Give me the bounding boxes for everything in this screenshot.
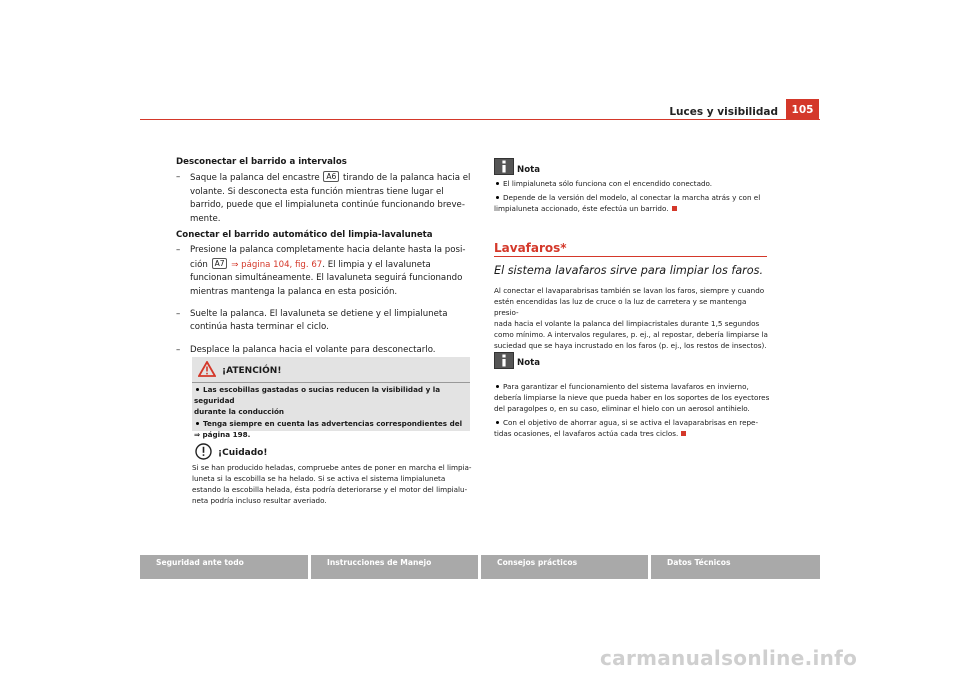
- body-text: estén encendidas las luz de cruce o la luz de carretera y se mantenga presio-: [494, 297, 747, 318]
- note-bullet-2: [494, 417, 770, 428]
- note-bullet-1: [494, 381, 770, 392]
- lavafaros-body: [494, 285, 770, 352]
- bullet-icon: [496, 196, 499, 199]
- note-text: tidas ocasiones, el lavafaros actúa cada tres ciclos.: [494, 429, 679, 439]
- caution-exclamation-icon: [195, 443, 212, 460]
- note-text: Depende de la versión del modelo, al conectar la marcha atrás y con el: [503, 193, 761, 203]
- page-number: 105: [786, 99, 819, 119]
- warning-body: [194, 384, 466, 440]
- note-1-body: [494, 178, 770, 214]
- note-text: del paragolpes o, en su caso, eliminar el hielo con un aerosol antihielo.: [494, 404, 750, 414]
- caution-body: [192, 462, 474, 506]
- bullet-icon: [196, 388, 199, 391]
- step-text: continúa hasta terminar el ciclo.: [190, 322, 329, 333]
- section-rule: [494, 256, 767, 257]
- warning-text: durante la conducción: [194, 407, 285, 417]
- step-text: barrido, puede que el limpialuneta continúe funcionando breve-: [190, 200, 465, 211]
- running-header-title: Luces y visibilidad: [669, 106, 778, 118]
- note-text-line: [494, 428, 770, 439]
- section-title-auto: Conectar el barrido automático del limpia-lavaluneta: [176, 230, 433, 241]
- step-text: Presione la palanca completamente hacia delante hasta la posi-: [190, 245, 466, 256]
- footer-tab-datos[interactable]: Datos Técnicos: [651, 555, 820, 579]
- ref-badge-a6: A6: [323, 171, 339, 182]
- step-dash: –: [176, 309, 181, 320]
- note-title: Nota: [517, 358, 541, 368]
- warning-text: Tenga siempre en cuenta las advertencias correspondientes del: [203, 418, 463, 428]
- step-auto-3: [176, 344, 476, 357]
- footer-tab-seguridad[interactable]: Seguridad ante todo: [140, 555, 308, 579]
- step-text: Saque la palanca del encastre: [190, 173, 320, 184]
- caution-text: Si se han producido heladas, compruebe antes de poner en marcha el limpia-: [192, 463, 472, 472]
- section-title-intervals: Desconectar el barrido a intervalos: [176, 157, 347, 167]
- note-text: Con el objetivo de ahorrar agua, si se activa el lavaparabrisas en repe-: [503, 418, 759, 428]
- note-info-icon: [494, 158, 514, 175]
- section-heading-lavafaros: Lavafaros*: [494, 241, 567, 255]
- bullet-icon: [196, 422, 199, 425]
- note-info-icon: [494, 352, 514, 369]
- ref-badge-a7: A7: [212, 258, 228, 269]
- step-intervals: [176, 171, 476, 226]
- step-dash: –: [176, 344, 181, 355]
- footer-tab-instrucciones[interactable]: Instrucciones de Manejo: [311, 555, 478, 579]
- bullet-icon: [496, 421, 499, 424]
- page-reference-link[interactable]: ⇒ página 104, fig. 67: [231, 259, 323, 270]
- body-text: Al conectar el lavaparabrisas también se lavan los faros, siempre y cuando: [494, 286, 765, 295]
- caution-text: estando la escobilla helada, ésta podría deteriorarse y el motor del limpialu-: [192, 485, 468, 495]
- caution-text: neta podría incluso resultar averiado.: [192, 496, 327, 506]
- step-text: . El limpia y el lavaluneta: [322, 259, 431, 270]
- note-text: El limpialuneta sólo funciona con el encendido conectado.: [503, 179, 713, 188]
- step-dash: –: [176, 172, 181, 183]
- step-text: mente.: [190, 213, 221, 224]
- warning-page-ref[interactable]: ⇒ página 198.: [194, 429, 251, 439]
- note-text-line: [494, 203, 770, 214]
- step-text: Desplace la palanca hacia el volante para desconectarlo.: [190, 344, 436, 355]
- note-2-body: [494, 381, 770, 439]
- note-text: limpialuneta accionado, éste efectúa un barrido.: [494, 204, 669, 214]
- bullet-icon: [496, 385, 499, 388]
- end-marker-icon: [672, 206, 677, 211]
- note-bullet-1: [494, 178, 770, 189]
- note-title: Nota: [517, 165, 541, 175]
- footer-tab-consejos[interactable]: Consejos prácticos: [481, 555, 648, 579]
- section-subtitle: El sistema lavafaros sirve para limpiar los faros.: [494, 264, 764, 277]
- step-text: mientras mantenga la palanca en esta posición.: [190, 286, 398, 297]
- step-text: tirando de la palanca hacia el: [343, 173, 471, 184]
- step-text: Suelte la palanca. El lavaluneta se detiene y el limpialuneta: [190, 309, 448, 320]
- caution-text: luneta si la escobilla se ha helado. Si se activa el sistema limpialuneta: [192, 474, 446, 484]
- body-text: como mínimo. A intervalos regulares, p. ej., al repostar, debería limpiarse la: [494, 330, 768, 340]
- step-text: ción: [190, 259, 208, 270]
- note-bullet-2: [494, 192, 770, 203]
- warning-bullet-2: [194, 418, 466, 429]
- step-dash: –: [176, 245, 181, 256]
- header-rule: [140, 119, 820, 120]
- note-text: Para garantizar el funcionamiento del sistema lavafaros en invierno,: [503, 382, 749, 391]
- end-marker-icon: [681, 431, 686, 436]
- warning-bullet-1: [194, 384, 466, 406]
- bullet-icon: [496, 182, 499, 185]
- left-column: [176, 156, 476, 357]
- warning-title: ¡ATENCIÓN!: [222, 366, 282, 376]
- step-auto-2: [176, 308, 476, 335]
- caution-title: ¡Cuidado!: [218, 448, 268, 458]
- body-text: suciedad que se haya incrustado en los faros (p. ej., los restos de insectos).: [494, 341, 767, 351]
- body-text: nada hacia el volante la palanca del limpiacristales durante 1,5 segundos: [494, 319, 760, 329]
- warning-text: Las escobillas gastadas o sucias reducen la visibilidad y la seguridad: [194, 385, 441, 406]
- warning-triangle-icon: [198, 361, 216, 377]
- step-auto-1: [176, 244, 476, 299]
- watermark-text: carmanualsonline.info: [600, 646, 858, 670]
- step-text: volante. Si desconecta esta función mientras tiene lugar el: [190, 186, 444, 197]
- step-text: funcionan simultáneamente. El lavaluneta seguirá funcionando: [190, 273, 463, 284]
- note-text: debería limpiarse la nieve que pueda haber en los soportes de los eyectores: [494, 393, 770, 403]
